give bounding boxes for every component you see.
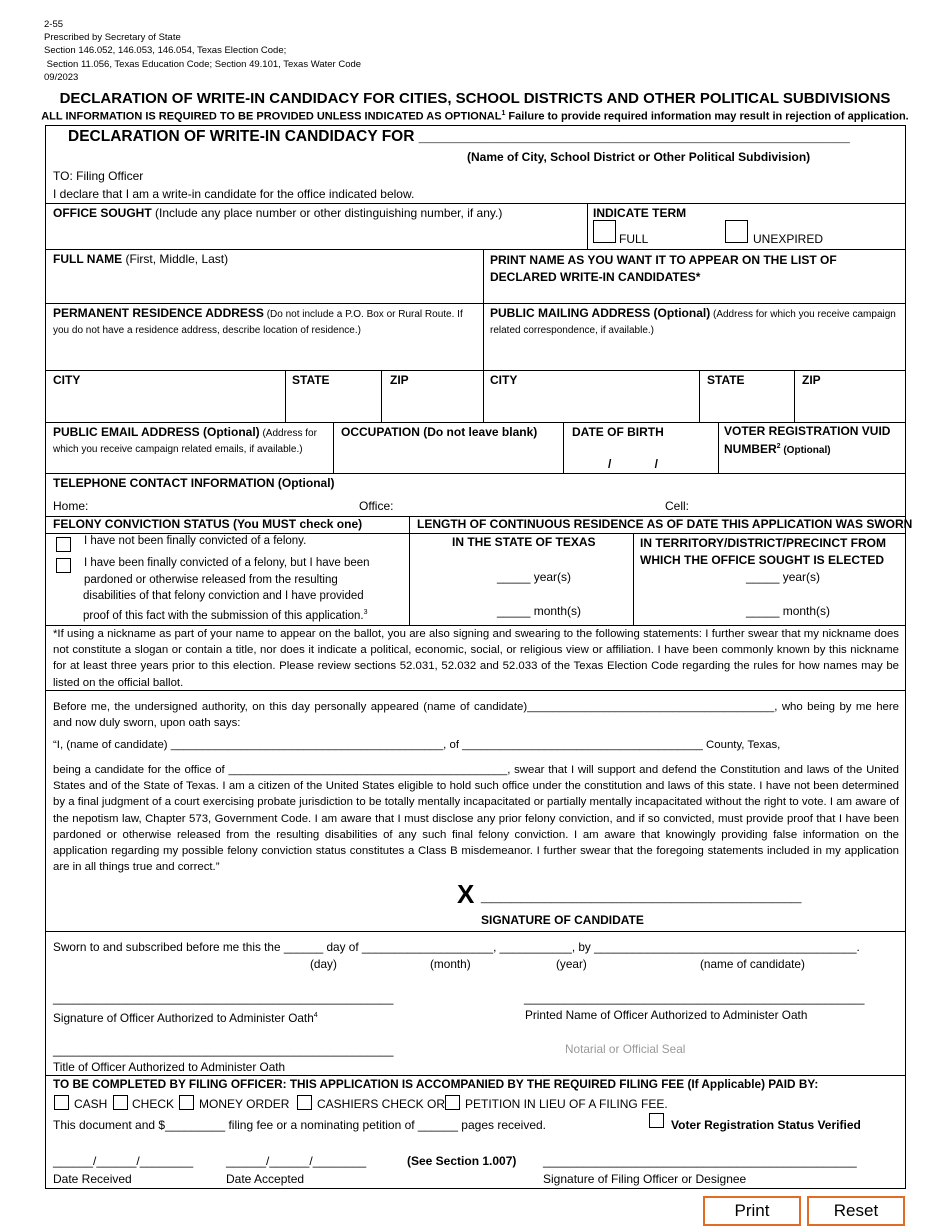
- oath-candidate-line: “I, (name of candidate) ___________________________________________, of ______________________________________ County, Texas,: [53, 739, 781, 751]
- see-section-note: (See Section 1.007): [407, 1154, 517, 1168]
- mailing-state-label: STATE: [707, 373, 745, 387]
- ballot-name-label: PRINT NAME AS YOU WANT IT TO APPEAR ON THE LIST OF DECLARED WRITE-IN CANDIDATES*: [490, 253, 837, 284]
- full-name-label: FULL NAME (First, Middle, Last): [53, 252, 229, 266]
- office-sought-label: OFFICE SOUGHT (Include any place number or other distinguishing number, if any.): [53, 206, 503, 220]
- officer-signature-line: ___________________________________________________: [53, 991, 394, 1005]
- jurat-candidate-label: (name of candidate): [700, 957, 805, 971]
- form-header: [44, 18, 361, 84]
- petition-label: PETITION IN LIEU OF A FILING FEE.: [465, 1097, 668, 1111]
- residence-zip-label: ZIP: [390, 373, 409, 387]
- oath-body: being a candidate for the office of ____________________________________________, swear that I will support and defend the Constitution and laws of the United States and of the State of Texas. I am a citizen of the United States eligible to hold such office under the constitution and laws of this state. I have not been determined by a final judgment of a court exercising probate jurisdiction to be totally mentally incapacitated or partially mentally incapacitated without the right to vote. I am aware of the nepotism law, Chapter 573, Government Code. I am aware that I must disclose any prior felony conviction, and if so convicted, must provide proof that I have been pardoned or otherwise released from the resulting disabilities of any such final felony conviction. I am aware that knowingly providing false information on the application regarding my possible felony conviction status constitutes a Class B misdemeanor. I further swear that the foregoing statements included in my application are in all things true and correct.”: [53, 764, 899, 874]
- term-full-label: FULL: [619, 232, 649, 246]
- money-order-label: MONEY ORDER: [199, 1097, 290, 1111]
- code-line-1: Section 146.052, 146.053, 146.054, Texas Election Code;: [44, 45, 287, 57]
- subdivision-label: (Name of City, School District or Other Political Subdivision): [467, 150, 811, 164]
- check-checkbox[interactable]: [113, 1095, 128, 1110]
- vuid-label: VOTER REGISTRATION VUID NUMBER$^2$ (Optional): [724, 424, 891, 456]
- territory-residence-heading: IN TERRITORY/DISTRICT/PRECINCT FROM WHICH THE OFFICE SOUGHT IS ELECTED: [640, 536, 886, 567]
- state-years: _____ year(s): [497, 570, 572, 584]
- petition-checkbox[interactable]: [445, 1095, 460, 1110]
- felony-pardoned-checkbox[interactable]: [56, 558, 71, 573]
- felony-not-convicted-checkbox[interactable]: [56, 537, 71, 552]
- form-title: DECLARATION OF WRITE-IN CANDIDACY FOR CITIES, SCHOOL DISTRICTS AND OTHER POLITICAL SUBDIVISIONS: [59, 90, 891, 107]
- cash-checkbox[interactable]: [54, 1095, 69, 1110]
- date-of-birth-label: DATE OF BIRTH: [572, 425, 664, 439]
- officer-title-line: ___________________________________________________: [53, 1043, 394, 1057]
- printed-name-label: Printed Name of Officer Authorized to Administer Oath: [525, 1008, 808, 1022]
- declaration-form: [45, 125, 913, 1189]
- cashiers-check-checkbox[interactable]: [297, 1095, 312, 1110]
- date-accepted-blank: ______/______/________: [226, 1154, 367, 1168]
- mailing-zip-label: ZIP: [802, 373, 821, 387]
- residence-address-label: PERMANENT RESIDENCE ADDRESS (Do not include a P.O. Box or Rural Route. If you do not have a residence address, describe location of residence.): [53, 306, 463, 336]
- candidate-signature-line[interactable]: ________________________________: [481, 885, 802, 905]
- filing-officer-signature-label: Signature of Filing Officer or Designee: [543, 1172, 747, 1186]
- to-filing-officer: TO: Filing Officer: [53, 169, 144, 183]
- territory-years: _____ year(s): [746, 570, 821, 584]
- jurat-day-label: (day): [310, 957, 337, 971]
- home-phone-label: Home:: [53, 499, 89, 513]
- declaration-heading: DECLARATION OF WRITE-IN CANDIDACY FOR __________________________________________________: [68, 128, 850, 145]
- territory-months: _____ month(s): [746, 604, 831, 618]
- telephone-label: TELEPHONE CONTACT INFORMATION (Optional): [53, 476, 335, 490]
- declaration-statement: I declare that I am a write-in candidate for the office indicated below.: [53, 187, 415, 201]
- signature-x-mark: X: [457, 879, 475, 909]
- felony-heading: FELONY CONVICTION STATUS (You MUST check one): [53, 517, 363, 531]
- officer-title-label: Title of Officer Authorized to Administer Oath: [53, 1060, 286, 1074]
- residence-city-label: CITY: [53, 373, 81, 387]
- sworn-line: Sworn to and subscribed before me this the ______ day of ____________________, ___________, by ________________________________________.: [53, 940, 860, 954]
- voter-verified-checkbox[interactable]: [649, 1113, 664, 1128]
- occupation-label: OCCUPATION (Do not leave blank): [341, 425, 538, 439]
- state-residence-heading: IN THE STATE OF TEXAS: [452, 535, 596, 549]
- felony-option-2: I have been finally convicted of a felony, but I have been pardoned or otherwise released from the resulting disabilities of that felony conviction and I have provided proof of this fact with the submission of this application.$^3$: [83, 557, 370, 622]
- state-months: _____ month(s): [497, 604, 582, 618]
- date-accepted-label: Date Accepted: [226, 1172, 305, 1186]
- nickname-note: *If using a nickname as part of your name to appear on the ballot, you are also signing and swearing to the following statements: I further swear that my nickname does not constitute a slogan or contain a title, nor does it indicate a political, economic, social, or religious view or affiliation. I have been commonly known by this nickname for at least three years prior to this election. Please review sections 52.031, 52.032 and 52.033 of the Texas Election Code regarding the rules for how names may be listed on the official ballot.: [53, 628, 899, 689]
- voter-verified-label: Voter Registration Status Verified: [671, 1118, 861, 1132]
- notarial-seal-label: Notarial or Official Seal: [565, 1042, 686, 1056]
- filing-fee-line: This document and $_________ filing fee or a nominating petition of ______ pages received.: [53, 1118, 547, 1132]
- filing-heading: TO BE COMPLETED BY FILING OFFICER: THIS APPLICATION IS ACCOMPANIED BY THE REQUIRED FILING FEE (If Applicable) PAID BY:: [53, 1077, 819, 1091]
- mailing-city-label: CITY: [490, 373, 518, 387]
- term-full-checkbox[interactable]: [593, 220, 616, 243]
- felony-option-1: I have not been finally convicted of a felony.: [84, 535, 307, 547]
- jurat-month-label: (month): [430, 957, 471, 971]
- dob-slashes: / /: [608, 457, 659, 471]
- form-number: 2-55: [44, 19, 64, 30]
- cell-phone-label: Cell:: [665, 499, 690, 513]
- residence-length-heading: LENGTH OF CONTINUOUS RESIDENCE AS OF DATE THIS APPLICATION WAS SWORN: [417, 517, 913, 531]
- jurat-year-label: (year): [556, 957, 587, 971]
- officer-signature-label: Signature of Officer Authorized to Administer Oath$^4$: [53, 1010, 318, 1025]
- term-unexpired-label: UNEXPIRED: [753, 232, 824, 246]
- residence-state-label: STATE: [292, 373, 330, 387]
- email-label: PUBLIC EMAIL ADDRESS (Optional) (Address for which you receive campaign related emails, if available.): [53, 425, 317, 455]
- oath-intro: Before me, the undersigned authority, on this day personally appeared (name of candidate)_______________________________________, who being by me here and now duly sworn, upon oath says:: [53, 701, 899, 730]
- cashiers-check-label: CASHIERS CHECK OR: [317, 1097, 446, 1111]
- filing-officer-signature-line: _______________________________________________: [543, 1154, 857, 1168]
- money-order-checkbox[interactable]: [179, 1095, 194, 1110]
- check-label: CHECK: [132, 1097, 175, 1111]
- mailing-address-label: PUBLIC MAILING ADDRESS (Optional) (Address for which you receive campaign related correspondence, if available.): [490, 306, 896, 336]
- office-phone-label: Office:: [359, 499, 394, 513]
- term-unexpired-checkbox[interactable]: [725, 220, 748, 243]
- print-button[interactable]: Print: [703, 1196, 801, 1226]
- revision-date: 09/2023: [44, 71, 79, 83]
- printed-name-line: ___________________________________________________: [524, 991, 865, 1005]
- date-received-blank: ______/______/________: [53, 1154, 194, 1168]
- required-notice: ALL INFORMATION IS REQUIRED TO BE PROVIDED UNLESS INDICATED AS OPTIONAL$^1$ Failure to provide required information may result in rejection of application.: [41, 110, 909, 123]
- indicate-term-label: INDICATE TERM: [593, 206, 687, 220]
- reset-button[interactable]: Reset: [807, 1196, 905, 1226]
- prescribed-by: Prescribed by Secretary of State: [44, 32, 181, 44]
- cash-label: CASH: [74, 1097, 108, 1111]
- code-line-2: Section 11.056, Texas Education Code; Section 49.101, Texas Water Code: [44, 58, 362, 70]
- date-received-label: Date Received: [53, 1172, 132, 1186]
- candidate-signature-label: SIGNATURE OF CANDIDATE: [481, 913, 644, 927]
